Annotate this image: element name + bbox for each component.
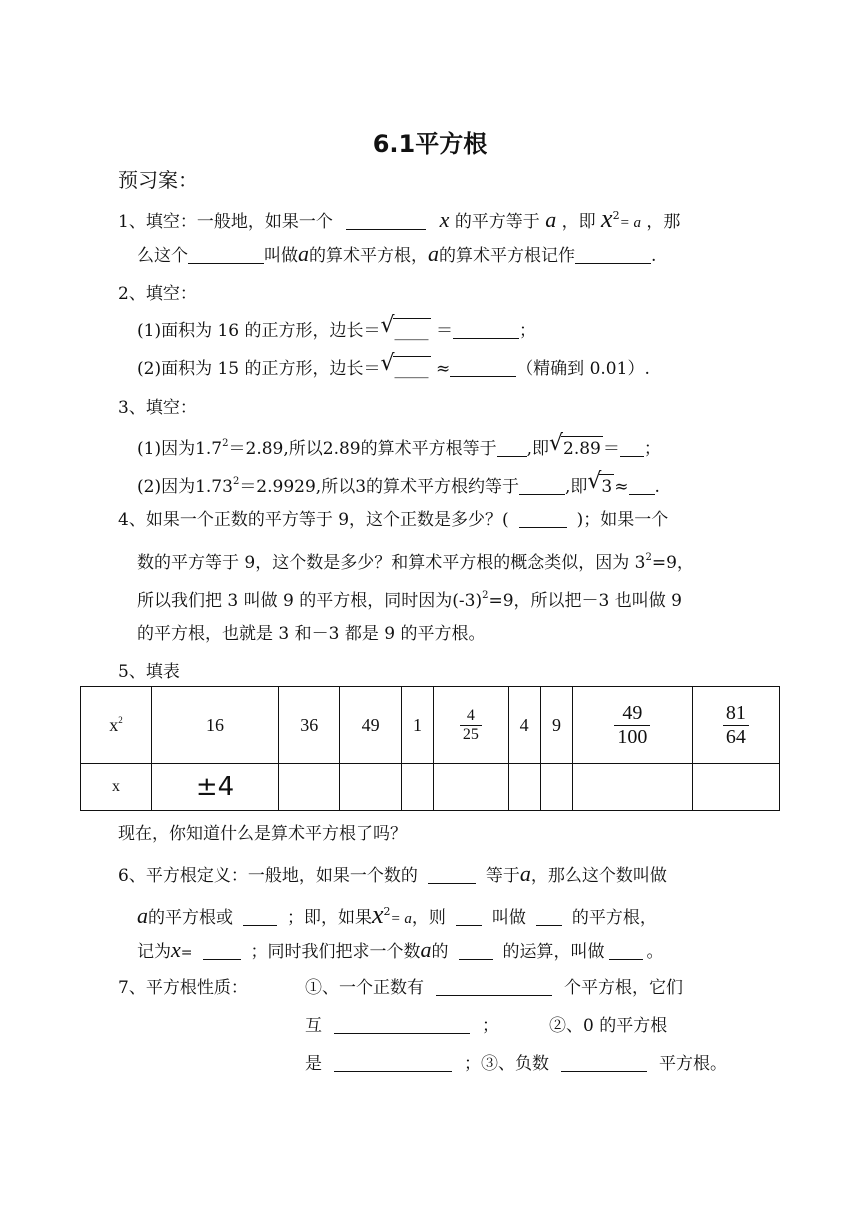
q3-p1-d: ＝	[602, 439, 620, 459]
table-cell: 9	[540, 687, 572, 764]
q4-blank-1[interactable]	[519, 509, 567, 528]
q2-p1-end: ；	[518, 321, 536, 341]
q3-heading: 3、填空：	[118, 398, 197, 418]
table-cell-empty[interactable]	[540, 764, 572, 811]
q6-blank-6[interactable]	[459, 941, 493, 960]
table-cell: 49	[340, 687, 401, 764]
table-cell-fraction: $\frac{81}{64}$	[692, 687, 779, 764]
sqrt-sign: √ ____	[380, 313, 429, 341]
q6-l3-var-x: x	[171, 937, 181, 962]
q7-l2-c: ②、0 的平方根	[549, 1016, 668, 1036]
q6-l2-e: 的平方根，	[571, 908, 657, 928]
table-cell-empty[interactable]	[340, 764, 401, 811]
q6-equation: $x^2= a$	[372, 900, 412, 929]
table-cell: 36	[279, 687, 340, 764]
q7-l3-a: 是	[305, 1054, 322, 1074]
table-cell-answer: ±4	[152, 764, 279, 811]
q7-l1-b: 个平方根，它们	[564, 978, 683, 998]
q6-blank-1[interactable]	[428, 865, 476, 884]
q3-p2-end: .	[654, 477, 660, 497]
q3-p2-radicand: 3	[599, 474, 614, 499]
q1-line2-var-a: a	[298, 241, 309, 266]
table-cell-empty[interactable]	[401, 764, 433, 811]
q6-blank-4[interactable]	[536, 907, 562, 926]
row-label-x-squared: $x^2$	[81, 687, 152, 764]
q7-blank-1[interactable]	[436, 977, 552, 996]
q6-line2	[137, 900, 657, 931]
table-cell-empty[interactable]	[508, 764, 540, 811]
q4-l2-a: 数的平方等于 9，这个数是多少？和算术平方根的概念类似，因为 3	[137, 553, 646, 573]
q1-line2	[137, 242, 656, 268]
q6-line1	[118, 862, 667, 888]
q3-p1-radicand: 2.89	[561, 436, 603, 461]
q1-text-d: ，那	[646, 212, 681, 232]
q6-l2-d: 叫做	[491, 908, 526, 928]
q4-l3-b: =9，所以把－3 也叫做 9	[488, 591, 682, 611]
q2-blank-2[interactable]	[450, 358, 516, 377]
q3-p2-sup: 2	[232, 476, 240, 487]
q1-text-a: 1、填空：一般地，如果一个	[118, 212, 333, 232]
q4-l1-b: )；如果一个	[576, 510, 669, 530]
table-cell-fraction: $\frac{49}{100}$	[573, 687, 693, 764]
q1-blank-3[interactable]	[575, 245, 651, 264]
q7-blank-4[interactable]	[561, 1053, 647, 1072]
q2-p1-eq: ＝	[435, 321, 453, 341]
after-table-text: 现在，你知道什么是算术平方根了吗？	[118, 824, 407, 844]
q2-p2-radicand: ____	[393, 356, 431, 381]
q4-line3	[137, 584, 682, 613]
q7-line2	[305, 1014, 667, 1038]
q7-line1	[305, 976, 683, 1000]
q3-p1-sup: 2	[222, 438, 229, 449]
q6-blank-7[interactable]	[609, 941, 643, 960]
table-cell-empty[interactable]	[692, 764, 779, 811]
q3-blank-2[interactable]	[620, 438, 644, 457]
q4-l3-a: 所以我们把 3 叫做 9 的平方根，同时因为(-3)	[137, 591, 483, 611]
q1-line2-c: 的算术平方根，	[309, 246, 428, 266]
table-cell-empty[interactable]	[279, 764, 340, 811]
q7-l3-b: ；③、负数	[464, 1054, 549, 1074]
q1-line2-d: 的算术平方根记作	[439, 246, 575, 266]
q4-line4: 的平方根，也就是 3 和－3 都是 9 的平方根。	[137, 624, 486, 644]
q2-part1	[137, 313, 536, 343]
q3-blank-3[interactable]	[519, 476, 565, 495]
q6-l2-b: ；即，如果	[287, 908, 372, 928]
table-cell-empty[interactable]	[573, 764, 693, 811]
q4-l1-a: 4、如果一个正数的平方等于 9，这个正数是多少？(	[118, 510, 509, 530]
section-heading: 预习案：	[118, 168, 198, 192]
q1-text-b: 的平方等于	[454, 212, 540, 232]
q3-blank-1[interactable]	[497, 438, 527, 457]
q4-l2-sup: 2	[645, 552, 652, 563]
q4-l2-b: =9，	[651, 553, 694, 573]
q2-heading: 2、填空：	[118, 284, 197, 304]
q1-line2-a: 么这个	[137, 246, 188, 266]
q1-var-a: a	[545, 207, 557, 232]
q7-heading: 7、平方根性质：	[118, 978, 248, 998]
q2-p1-radicand: ____	[393, 318, 431, 343]
q1-line2-var-a2: a	[428, 241, 439, 266]
table-row	[81, 764, 780, 811]
sqrt-sign: √ ____	[380, 351, 429, 379]
table-cell: 16	[152, 687, 279, 764]
square-table	[80, 686, 780, 811]
q6-l3-d: 的运算，叫做	[502, 942, 605, 962]
q6-l2-var-a: a	[137, 903, 148, 928]
q1-line2-end: .	[651, 246, 657, 266]
q7-line3	[305, 1052, 727, 1076]
q1-text-c: ，即	[561, 212, 596, 232]
q2-blank-1[interactable]	[453, 320, 519, 339]
q3-p2-a: (2)因为1.73	[137, 477, 233, 497]
table-cell-fraction: $\frac{4}{25}$	[434, 687, 508, 764]
q3-p1-a: (1)因为1.7	[137, 439, 223, 459]
sqrt-sign: √ 3	[587, 469, 613, 497]
table-cell: 1	[401, 687, 433, 764]
q6-l1-a: 6、平方根定义：一般地，如果一个数的	[118, 866, 418, 886]
q2-part2	[137, 351, 650, 381]
table-cell-empty[interactable]	[434, 764, 508, 811]
q7-blank-3[interactable]	[334, 1053, 452, 1072]
q3-p2-b: ＝2.9929,所以3的算术平方根约等于	[239, 477, 520, 497]
q7-l2-b: ；	[482, 1016, 499, 1036]
q4-l3-sup: 2	[482, 590, 489, 601]
q7-l3-c: 平方根。	[659, 1054, 727, 1074]
q1-line1	[118, 204, 680, 235]
q3-p2-c: ,即	[565, 477, 588, 497]
q6-l2-a: 的平方根或	[148, 908, 233, 928]
q6-l3-b: ；同时我们把求一个数	[250, 942, 421, 962]
q3-blank-4[interactable]	[629, 476, 655, 495]
q6-l1-c: ，那么这个数叫做	[530, 866, 667, 886]
q6-l1-var-a: a	[519, 861, 531, 886]
table-row	[81, 687, 780, 764]
row-label-x: x	[81, 764, 152, 811]
sqrt-sign: √ 2.89	[549, 431, 601, 459]
q2-p2-end: （精确到 0.01）.	[516, 359, 650, 379]
q5-heading: 5、填表	[118, 662, 180, 682]
q7-l1-a: ①、一个正数有	[305, 978, 424, 998]
q6-l3-c: 的	[431, 942, 449, 962]
q2-p1-text: (1)面积为 16 的正方形，边长＝	[137, 321, 381, 341]
q6-line3	[137, 938, 664, 965]
q6-l2-c: ，则	[411, 908, 446, 928]
q2-p2-approx: ≈	[435, 359, 451, 379]
q6-blank-3[interactable]	[456, 907, 482, 926]
q6-l3-var-a: a	[420, 937, 432, 962]
q6-blank-2[interactable]	[243, 907, 277, 926]
q1-equation: $x^2= a$	[601, 204, 641, 233]
q3-p1-end: ；	[643, 439, 661, 459]
q3-p1-b: ＝2.89,所以2.89的算术平方根等于	[228, 439, 497, 459]
q1-var-x: x	[439, 207, 450, 232]
q6-l1-b: 等于	[485, 866, 520, 886]
q4-line2	[137, 546, 694, 575]
q6-l3-a: 记为	[137, 942, 171, 962]
q7-l2-a: 互	[305, 1016, 322, 1036]
q1-blank-1[interactable]	[346, 211, 426, 230]
q1-blank-2[interactable]	[188, 245, 264, 264]
q3-part1	[137, 432, 661, 461]
q1-line2-b: 叫做	[264, 246, 298, 266]
q3-part2	[137, 470, 660, 499]
q6-l3-eq: =	[180, 945, 193, 961]
q7-blank-2[interactable]	[334, 1015, 470, 1034]
q6-l3-end: 。	[646, 942, 664, 962]
q3-p1-c: ,即	[526, 439, 550, 459]
q2-p2-text: (2)面积为 15 的正方形，边长＝	[137, 359, 381, 379]
table-cell: 4	[508, 687, 540, 764]
q6-blank-5[interactable]	[203, 941, 241, 960]
q3-p2-d: ≈	[614, 477, 629, 497]
q4-line1	[118, 508, 668, 532]
page-title: 6.1平方根	[372, 130, 488, 158]
